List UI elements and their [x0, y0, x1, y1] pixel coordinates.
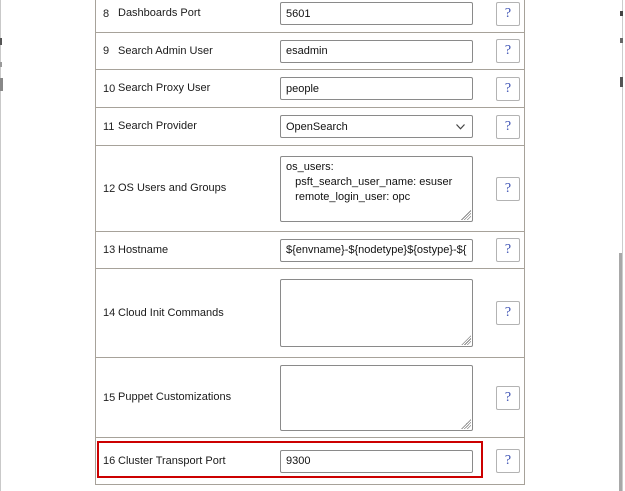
help-button[interactable]: ? [496, 386, 520, 410]
scrollbar-mark [620, 11, 623, 16]
row-label: Hostname [118, 243, 169, 256]
resize-grip-icon[interactable] [461, 210, 471, 220]
row-field-cell [276, 40, 473, 63]
form-row-os-users-and-groups [96, 146, 524, 232]
row-field-cell [276, 239, 473, 262]
env-attributes-table [95, 0, 525, 485]
row-number: 9 [103, 45, 110, 57]
scrollbar-mark [620, 38, 623, 43]
chevron-down-icon [456, 124, 465, 130]
row-help-cell [473, 386, 524, 410]
row-label: Search Provider [118, 120, 197, 132]
left-edge-mark [0, 62, 2, 67]
row-field-cell [276, 115, 473, 138]
text-input[interactable] [280, 450, 473, 473]
resize-grip-icon[interactable] [461, 335, 471, 345]
row-help-cell [473, 77, 524, 101]
help-button[interactable]: ? [496, 77, 520, 101]
select-value: OpenSearch [286, 120, 348, 133]
row-field-cell [276, 365, 473, 431]
form-row-search-provider [96, 108, 524, 146]
help-button[interactable]: ? [496, 39, 520, 63]
row-label: Puppet Customizations [118, 391, 232, 403]
row-help-cell [473, 177, 524, 201]
text-input[interactable] [280, 77, 473, 100]
row-field-cell [276, 279, 473, 347]
row-help-cell [473, 301, 524, 325]
textarea-wrap [280, 365, 473, 431]
text-input[interactable] [280, 2, 473, 25]
form-row-cloud-init-commands [96, 269, 524, 358]
form-row-dashboards-port [96, 0, 524, 33]
row-number: 11 [103, 120, 115, 133]
row-label: Search Proxy User [118, 82, 211, 94]
row-number: 16 [103, 455, 116, 467]
help-button[interactable]: ? [496, 301, 520, 325]
row-help-cell [473, 115, 524, 139]
textarea-wrap [280, 156, 473, 222]
help-button[interactable]: ? [496, 177, 520, 201]
text-input[interactable] [280, 239, 473, 262]
textarea-wrap [280, 279, 473, 347]
form-row-search-admin-user [96, 33, 524, 70]
scrollbar-track[interactable] [622, 0, 623, 491]
textarea-input[interactable] [280, 279, 473, 347]
help-button[interactable]: ? [496, 115, 520, 139]
row-help-cell [473, 39, 524, 63]
row-number: 14 [103, 307, 116, 319]
help-button[interactable]: ? [496, 449, 520, 473]
form-row-puppet-customizations [96, 358, 524, 438]
left-edge-mark [0, 78, 3, 91]
row-label: OS Users and Groups [118, 182, 227, 194]
scrollbar-thumb[interactable] [619, 253, 622, 491]
left-edge-border [0, 0, 1, 491]
row-number: 13 [103, 244, 116, 256]
row-field-cell [276, 77, 473, 100]
help-button[interactable]: ? [496, 238, 520, 262]
row-number: 12 [103, 182, 116, 195]
help-button[interactable]: ? [496, 2, 520, 26]
form-row-hostname [96, 232, 524, 269]
form-row-search-proxy-user [96, 70, 524, 108]
form-row-cluster-transport-port [96, 438, 524, 484]
textarea-input[interactable] [280, 365, 473, 431]
row-field-cell [276, 2, 473, 25]
row-number: 10 [103, 82, 116, 95]
row-help-cell [473, 238, 524, 262]
row-help-cell [473, 2, 524, 26]
row-label: Cloud Init Commands [118, 306, 224, 319]
select-dropdown[interactable] [280, 115, 473, 138]
left-edge-mark [0, 38, 2, 45]
text-input[interactable] [280, 40, 473, 63]
textarea-input[interactable] [280, 156, 473, 222]
row-number: 15 [103, 391, 116, 404]
row-label: Search Admin User [118, 44, 213, 57]
row-label: Dashboards Port [118, 7, 201, 19]
row-field-cell [276, 450, 473, 473]
row-number: 8 [103, 7, 110, 20]
scrollbar-mark [620, 77, 623, 87]
row-label: Cluster Transport Port [118, 454, 226, 467]
resize-grip-icon[interactable] [461, 419, 471, 429]
row-field-cell [276, 156, 473, 222]
row-help-cell [473, 449, 524, 473]
